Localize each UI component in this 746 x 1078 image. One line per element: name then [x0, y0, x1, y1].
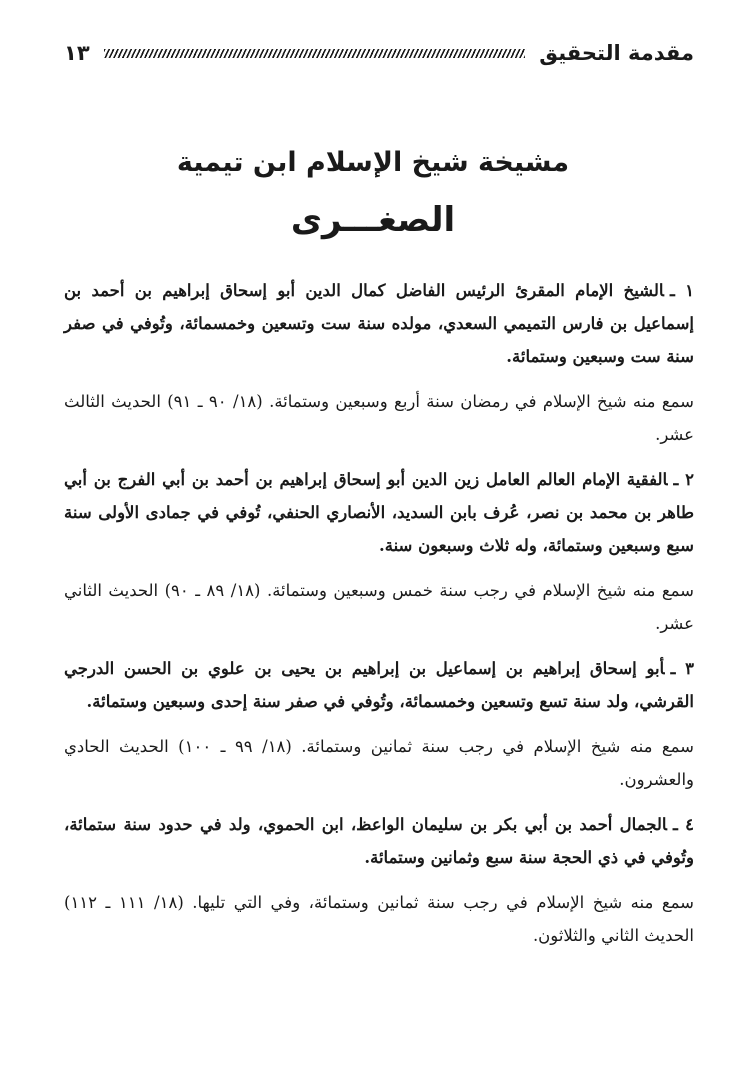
entry-3-hearing: سمع منه شيخ الإسلام في رجب سنة ثمانين وستمائة. (١٨/ ٩٩ ـ ١٠٠) الحديث الحادي والعشرون. [64, 737, 694, 789]
entry-number: ٤ ـ [672, 815, 694, 834]
entry-number: ١ ـ [669, 281, 694, 300]
entry-2-bio [64, 463, 694, 562]
page-subtitle: الصغـــرى [290, 200, 456, 240]
entry-bio-text: الجمال أحمد بن أبي بكر بن سليمان الواعظ، ابن الحموي، ولد في حدود سنة ستمائة، وتُوفي في ذي الحجة سنة سبع وثمانين وستمائة. [64, 815, 694, 867]
entry-1-hearing: سمع منه شيخ الإسلام في رمضان سنة أربع وسبعين وستمائة. (١٨/ ٩٠ ـ ٩١) الحديث الثالث عشر. [64, 392, 694, 444]
body-text [64, 274, 694, 964]
entry-number: ٢ ـ [673, 470, 694, 489]
entry-bio-text: الشيخ الإمام المقرئ الرئيس الفاضل كمال الدين أبو إسحاق إبراهيم بن أحمد بن إسماعيل بن فارس التميمي السعدي، مولده سنة ست وتسعين وخمسمائة، وتُوفي في صفر سنة ست وسبعين وستمائة. [64, 281, 694, 366]
entry-4-bio [64, 808, 694, 874]
running-title: مقدمة التحقيق [539, 41, 694, 65]
entry-number: ٣ ـ [670, 659, 694, 678]
entry-1-bio [64, 274, 694, 373]
entry-bio-text: الفقية الإمام العالم العامل زين الدين أبو إسحاق إبراهيم بن أحمد بن أبي الفرج بن أبي طاهر بن محمد بن نصر، عُرف بابن السديد، الأنصاري الحنفي، تُوفي في جمادى الأولى سنة سبع وسبعين وستمائة، وله ثلاث وسبعون سنة. [64, 470, 694, 555]
entry-3-bio [64, 652, 694, 718]
running-header [64, 36, 694, 70]
page-number: ١٣ [64, 41, 90, 65]
page-title: مشيخة شيخ الإسلام ابن تيمية [176, 147, 570, 178]
decorative-rule [104, 49, 526, 58]
entry-4-hearing: سمع منه شيخ الإسلام في رجب سنة ثمانين وستمائة، وفي التي تليها. (١٨/ ١١١ ـ ١١٢) الحديث الثاني والثلاثون. [64, 893, 694, 945]
entry-2-hearing: سمع منه شيخ الإسلام في رجب سنة خمس وسبعين وستمائة. (١٨/ ٨٩ ـ ٩٠) الحديث الثاني عشر. [64, 581, 694, 633]
title-block [0, 140, 746, 246]
entry-bio-text: أبو إسحاق إبراهيم بن إسماعيل بن إبراهيم بن يحيى بن علوي بن الحسن الدرجي القرشي، ولد سنة تسع وتسعين وخمسمائة، وتُوفي في صفر سنة إحدى وسبعين وستمائة. [64, 659, 694, 711]
